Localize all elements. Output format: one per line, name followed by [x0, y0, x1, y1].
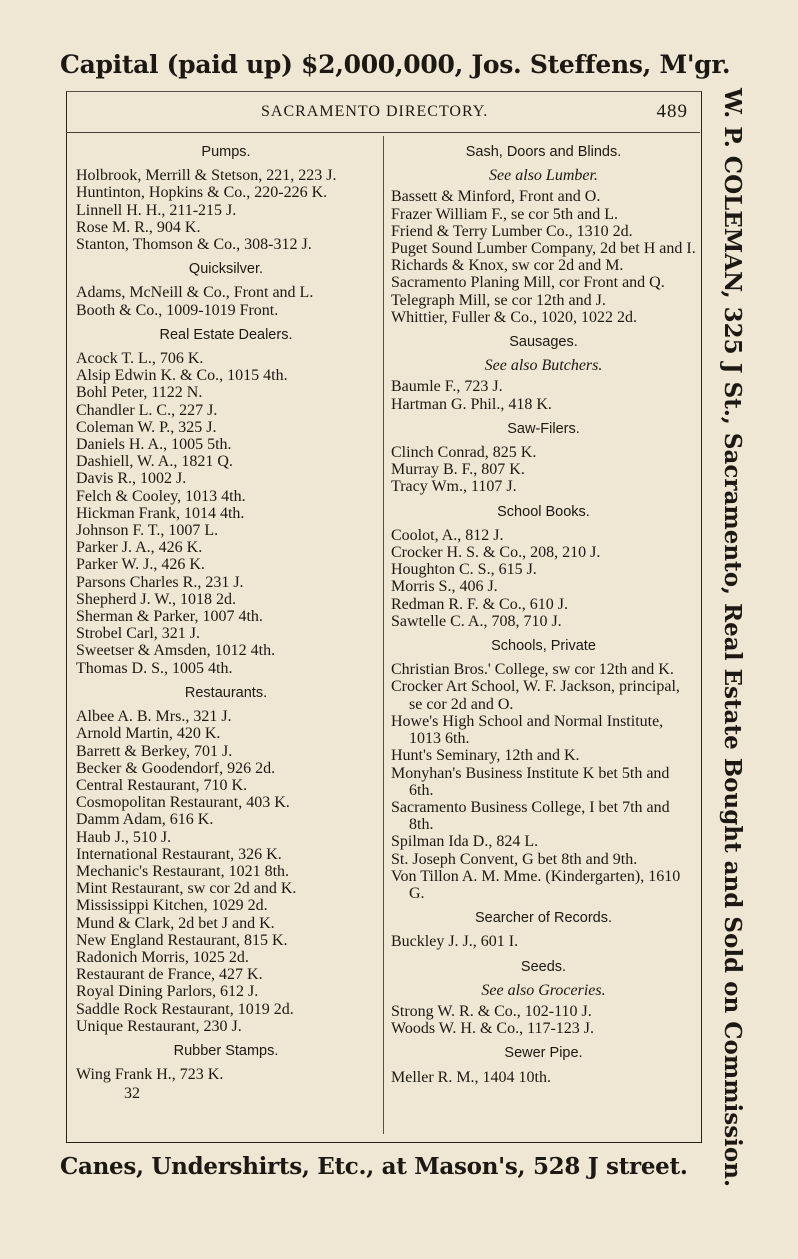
directory-entry: Hartman G. Phil., 418 K. — [391, 395, 552, 413]
directory-entry: Adams, McNeill & Co., Front and L. — [76, 284, 314, 302]
directory-entry: Woods W. H. & Co., 117-123 J. — [391, 1020, 595, 1038]
directory-entry: Thomas D. S., 1005 4th. — [76, 659, 233, 677]
bottom-advertisement: Canes, Undershirts, Etc., at Mason's, 528 J street. — [60, 1153, 688, 1180]
directory-entry: Parker J. A., 426 K. — [76, 539, 203, 557]
directory-entry: Hickman Frank, 1014 4th. — [76, 504, 245, 522]
directory-entry: Murray B. F., 807 K. — [391, 461, 525, 479]
side-advertisement: W. P. COLEMAN, 325 J St., Sacramento, Real Estate Bought and Sold on Commission. — [719, 88, 746, 1187]
directory-entry: Rose M. R., 904 K. — [76, 218, 201, 236]
section-heading-schools-private: Schools, Private — [491, 638, 596, 655]
directory-entry: Howe's High School and Normal Institute, 1013 6th. — [391, 712, 664, 748]
directory-entry: Parker W. J., 426 K. — [76, 556, 205, 574]
section-heading-sash-doors-and-blinds: Sash, Doors and Blinds. — [465, 144, 622, 160]
directory-entry: Strobel Carl, 321 J. — [76, 625, 200, 643]
directory-entry: Redman R. F. & Co., 610 J. — [391, 595, 568, 613]
directory-entry: Sacramento Business College, I bet 7th and 8th. — [391, 798, 670, 834]
section-heading-pumps: Pumps. — [201, 144, 251, 160]
directory-entry: Saddle Rock Restaurant, 1019 2d. — [76, 1000, 294, 1018]
section-heading-saw-filers: Saw-Filers. — [507, 420, 580, 437]
directory-entry: Huntinton, Hopkins & Co., 220-226 K. — [76, 184, 328, 202]
see-also-note: See also Groceries. — [481, 981, 606, 999]
top-advertisement: Capital (paid up) $2,000,000, Jos. Steffens, M'gr. — [60, 50, 731, 79]
directory-entry: Daniels H. A., 1005 5th. — [76, 436, 232, 454]
directory-entry: Sacramento Planing Mill, cor Front and Q. — [391, 274, 665, 292]
directory-entry: St. Joseph Convent, G bet 8th and 9th. — [391, 850, 638, 868]
directory-entry: International Restaurant, 326 K. — [76, 845, 282, 863]
section-heading-school-books: School Books. — [497, 503, 590, 520]
directory-entry: Strong W. R. & Co., 102-110 J. — [391, 1002, 592, 1020]
directory-entry: Radonich Morris, 1025 2d. — [76, 948, 249, 966]
directory-entry: Spilman Ida D., 824 L. — [391, 833, 539, 851]
directory-entry: Unique Restaurant, 230 J. — [76, 1017, 242, 1035]
section-heading-sewer-pipe: Sewer Pipe. — [504, 1045, 583, 1062]
directory-entry: Sawtelle C. A., 708, 710 J. — [391, 612, 562, 630]
directory-title: SACRAMENTO DIRECTORY. — [261, 103, 489, 120]
directory-entry: Albee A. B. Mrs., 321 J. — [76, 708, 232, 726]
section-heading-searcher-of-records: Searcher of Records. — [474, 910, 612, 927]
directory-entry: Linnell H. H., 211-215 J. — [76, 201, 237, 219]
directory-entry: Wing Frank H., 723 K. — [76, 1066, 224, 1084]
directory-entry: Telegraph Mill, se cor 12th and J. — [391, 291, 606, 309]
directory-entry: Barrett & Berkey, 701 J. — [76, 742, 233, 760]
directory-entry: Monyhan's Business Institute K bet 5th and 6th. — [391, 764, 670, 799]
directory-entry: Baumle F., 723 J. — [391, 378, 503, 396]
directory-entry: Haub J., 510 J. — [76, 828, 172, 846]
directory-entry: Coolot, A., 812 J. — [391, 526, 504, 544]
directory-entry: Mund & Clark, 2d bet J and K. — [76, 914, 275, 932]
directory-entry: Buckley J. J., 601 I. — [391, 933, 519, 951]
directory-entry: Cosmopolitan Restaurant, 403 K. — [76, 794, 290, 812]
column-divider — [383, 136, 384, 1134]
directory-entry: Johnson F. T., 1007 L. — [76, 522, 219, 540]
section-heading-rubber-stamps: Rubber Stamps. — [173, 1042, 279, 1059]
directory-entry: New England Restaurant, 815 K. — [76, 931, 288, 949]
running-head — [66, 103, 700, 131]
header-rule — [66, 132, 700, 133]
directory-entry: Mint Restaurant, sw cor 2d and K. — [76, 880, 297, 898]
left-column — [76, 142, 376, 1103]
directory-entry: Davis R., 1002 J. — [76, 470, 187, 488]
section-heading-quicksilver: Quicksilver. — [188, 261, 264, 278]
directory-entry: Mississippi Kitchen, 1029 2d. — [76, 897, 268, 915]
right-column — [391, 142, 696, 1086]
section-heading-restaurants: Restaurants. — [184, 684, 268, 701]
directory-entry: Puget Sound Lumber Company, 2d bet H and I. — [391, 240, 696, 258]
directory-entry: Dashiell, W. A., 1821 Q. — [76, 453, 233, 471]
see-also-note: See also Butchers. — [484, 357, 603, 375]
directory-entry: Arnold Martin, 420 K. — [76, 725, 221, 743]
directory-entry: Sherman & Parker, 1007 4th. — [76, 608, 263, 626]
directory-entry: Frazer William F., se cor 5th and L. — [391, 205, 619, 223]
directory-entry: Sweetser & Amsden, 1012 4th. — [76, 642, 276, 660]
directory-entry: Shepherd J. W., 1018 2d. — [76, 590, 236, 608]
directory-entry: Crocker H. S. & Co., 208, 210 J. — [391, 544, 601, 562]
directory-entry: Richards & Knox, sw cor 2d and M. — [391, 257, 624, 275]
page-number: 489 — [656, 101, 688, 122]
directory-entry: Holbrook, Merrill & Stetson, 221, 223 J. — [76, 167, 337, 185]
see-also-note: See also Lumber. — [489, 167, 598, 185]
directory-entry: Parsons Charles R., 231 J. — [76, 573, 244, 591]
directory-entry: Christian Bros.' College, sw cor 12th and K. — [391, 661, 674, 679]
directory-entry: Hunt's Seminary, 12th and K. — [391, 747, 580, 765]
folio-number: 32 — [124, 1085, 140, 1103]
directory-entry: Crocker Art School, W. F. Jackson, principal, se cor 2d and O. — [391, 678, 680, 713]
directory-entry: Bassett & Minford, Front and O. — [391, 188, 601, 206]
directory-entry: Royal Dining Parlors, 612 J. — [76, 983, 259, 1001]
directory-entry: Stanton, Thomson & Co., 308-312 J. — [76, 236, 312, 254]
directory-entry: Becker & Goodendorf, 926 2d. — [76, 759, 276, 777]
directory-entry: Whittier, Fuller & Co., 1020, 1022 2d. — [391, 308, 638, 326]
directory-entry: Mechanic's Restaurant, 1021 8th. — [76, 862, 290, 880]
directory-entry: Coleman W. P., 325 J. — [76, 418, 217, 436]
directory-entry: Damm Adam, 616 K. — [76, 811, 214, 829]
directory-entry: Alsip Edwin K. & Co., 1015 4th. — [76, 367, 288, 385]
directory-entry: Chandler L. C., 227 J. — [76, 401, 218, 419]
directory-entry: Booth & Co., 1009-1019 Front. — [76, 301, 279, 319]
directory-entry: Central Restaurant, 710 K. — [76, 776, 248, 794]
directory-entry: Restaurant de France, 427 K. — [76, 966, 263, 984]
directory-entry: Felch & Cooley, 1013 4th. — [76, 487, 246, 505]
directory-entry: Clinch Conrad, 825 K. — [391, 444, 537, 462]
section-heading-real-estate-dealers: Real Estate Dealers. — [159, 326, 293, 343]
section-heading-seeds: Seeds. — [520, 958, 567, 975]
directory-entry: Morris S., 406 J. — [391, 578, 498, 596]
directory-entry: Acock T. L., 706 K. — [76, 350, 204, 368]
section-heading-sausages: Sausages. — [509, 334, 578, 351]
directory-entry: Meller R. M., 1404 10th. — [391, 1068, 551, 1086]
directory-entry: Houghton C. S., 615 J. — [391, 561, 537, 579]
directory-entry: Bohl Peter, 1122 N. — [76, 384, 203, 402]
directory-entry: Von Tillon A. M. Mme. (Kindergarten), 1610 G. — [391, 867, 681, 902]
directory-entry: Friend & Terry Lumber Co., 1310 2d. — [391, 222, 633, 240]
directory-entry: Tracy Wm., 1107 J. — [391, 478, 517, 496]
